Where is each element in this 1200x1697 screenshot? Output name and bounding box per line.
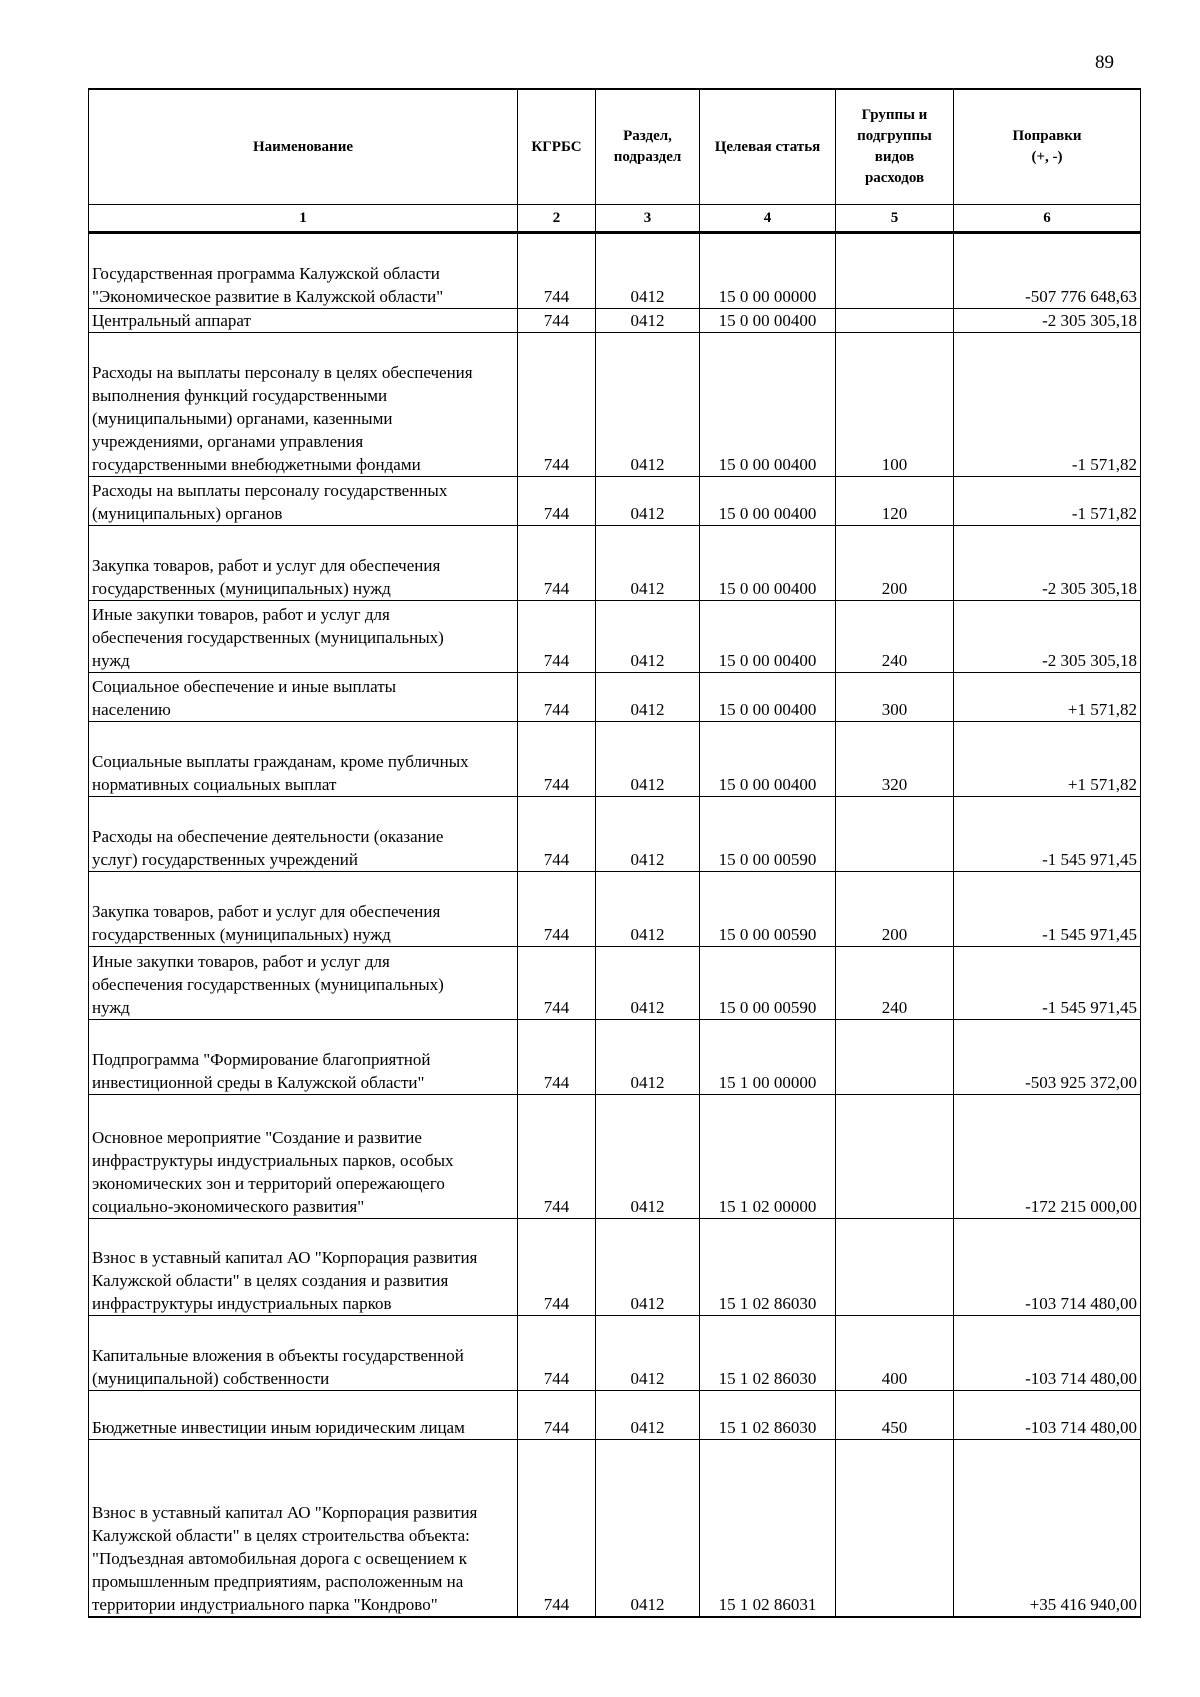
row-razdel: 0412	[596, 333, 700, 477]
row-amount: -2 305 305,18	[954, 309, 1141, 333]
row-amount: -103 714 480,00	[954, 1391, 1141, 1440]
row-vid	[836, 309, 954, 333]
row-name: Взнос в уставный капитал АО "Корпорация развития Калужской области" в целях создания и развития инфраструктуры индустриальных парков	[89, 1219, 518, 1316]
row-vid	[836, 233, 954, 309]
column-number: 3	[596, 205, 700, 233]
row-celevaya: 15 1 02 00000	[700, 1095, 836, 1219]
row-celevaya: 15 1 02 86031	[700, 1440, 836, 1618]
row-vid: 120	[836, 477, 954, 526]
row-vid	[836, 1095, 954, 1219]
row-kgrbs: 744	[518, 872, 596, 947]
row-amount: +35 416 940,00	[954, 1440, 1141, 1618]
table-row	[89, 477, 1141, 526]
row-amount: -503 925 372,00	[954, 1020, 1141, 1095]
row-vid	[836, 797, 954, 872]
row-vid: 300	[836, 673, 954, 722]
row-kgrbs: 744	[518, 601, 596, 673]
row-celevaya: 15 1 02 86030	[700, 1316, 836, 1391]
row-razdel: 0412	[596, 1095, 700, 1219]
row-razdel: 0412	[596, 1316, 700, 1391]
header-razdel: Раздел, подраздел	[596, 89, 700, 205]
column-number-row	[89, 205, 1141, 233]
row-amount: -103 714 480,00	[954, 1219, 1141, 1316]
row-kgrbs: 744	[518, 477, 596, 526]
row-amount: -103 714 480,00	[954, 1316, 1141, 1391]
header-amount: Поправки (+, -)	[954, 89, 1141, 205]
row-razdel: 0412	[596, 601, 700, 673]
row-celevaya: 15 0 00 00400	[700, 673, 836, 722]
row-amount: -1 545 971,45	[954, 947, 1141, 1020]
row-kgrbs: 744	[518, 947, 596, 1020]
table-row	[89, 947, 1141, 1020]
row-kgrbs: 744	[518, 1440, 596, 1618]
row-name: Закупка товаров, работ и услуг для обеспечения государственных (муниципальных) нужд	[89, 526, 518, 601]
table-row	[89, 601, 1141, 673]
table-row	[89, 722, 1141, 797]
row-razdel: 0412	[596, 1020, 700, 1095]
row-name: Бюджетные инвестиции иным юридическим лицам	[89, 1391, 518, 1440]
row-name: Расходы на обеспечение деятельности (оказание услуг) государственных учреждений	[89, 797, 518, 872]
table-row	[89, 233, 1141, 309]
table-row	[89, 1316, 1141, 1391]
row-name: Расходы на выплаты персоналу государственных (муниципальных) органов	[89, 477, 518, 526]
row-vid: 400	[836, 1316, 954, 1391]
row-kgrbs: 744	[518, 233, 596, 309]
header-vid: Группы и подгруппы видов расходов	[836, 89, 954, 205]
row-celevaya: 15 0 00 00400	[700, 526, 836, 601]
row-celevaya: 15 0 00 00400	[700, 722, 836, 797]
header-kgrbs: КГРБС	[518, 89, 596, 205]
row-celevaya: 15 0 00 00400	[700, 333, 836, 477]
row-celevaya: 15 0 00 00400	[700, 309, 836, 333]
column-number: 6	[954, 205, 1141, 233]
row-vid: 240	[836, 601, 954, 673]
row-razdel: 0412	[596, 233, 700, 309]
header-celevaya: Целевая статья	[700, 89, 836, 205]
row-razdel: 0412	[596, 526, 700, 601]
row-vid	[836, 1219, 954, 1316]
row-vid: 240	[836, 947, 954, 1020]
column-number: 4	[700, 205, 836, 233]
row-celevaya: 15 1 02 86030	[700, 1391, 836, 1440]
row-amount: -2 305 305,18	[954, 601, 1141, 673]
row-celevaya: 15 0 00 00400	[700, 601, 836, 673]
row-amount: -507 776 648,63	[954, 233, 1141, 309]
table-row	[89, 1020, 1141, 1095]
row-amount: -1 545 971,45	[954, 797, 1141, 872]
row-razdel: 0412	[596, 947, 700, 1020]
row-celevaya: 15 0 00 00590	[700, 797, 836, 872]
row-vid	[836, 1440, 954, 1618]
row-name: Закупка товаров, работ и услуг для обеспечения государственных (муниципальных) нужд	[89, 872, 518, 947]
header-name: Наименование	[89, 89, 518, 205]
row-name: Социальное обеспечение и иные выплаты населению	[89, 673, 518, 722]
row-amount: -1 571,82	[954, 333, 1141, 477]
row-kgrbs: 744	[518, 1391, 596, 1440]
row-kgrbs: 744	[518, 309, 596, 333]
row-kgrbs: 744	[518, 673, 596, 722]
column-number: 2	[518, 205, 596, 233]
row-celevaya: 15 0 00 00400	[700, 477, 836, 526]
row-kgrbs: 744	[518, 333, 596, 477]
row-razdel: 0412	[596, 1440, 700, 1618]
table-row	[89, 797, 1141, 872]
page-number: 89	[1095, 52, 1114, 73]
row-celevaya: 15 0 00 00590	[700, 947, 836, 1020]
row-razdel: 0412	[596, 477, 700, 526]
row-kgrbs: 744	[518, 797, 596, 872]
row-vid: 200	[836, 872, 954, 947]
row-razdel: 0412	[596, 722, 700, 797]
table-row	[89, 309, 1141, 333]
row-celevaya: 15 0 00 00590	[700, 872, 836, 947]
row-razdel: 0412	[596, 309, 700, 333]
table-row	[89, 673, 1141, 722]
row-amount: -172 215 000,00	[954, 1095, 1141, 1219]
column-number: 1	[89, 205, 518, 233]
row-name: Взнос в уставный капитал АО "Корпорация развития Калужской области" в целях строительства объекта: "Подъездная автомобильная дорога с освещением к промышленным предприятиям, расположенным на территории индустриального парка "Кондрово"	[89, 1440, 518, 1618]
row-vid: 200	[836, 526, 954, 601]
row-celevaya: 15 0 00 00000	[700, 233, 836, 309]
row-name: Центральный аппарат	[89, 309, 518, 333]
table-row	[89, 1391, 1141, 1440]
row-name: Иные закупки товаров, работ и услуг для обеспечения государственных (муниципальных) нужд	[89, 947, 518, 1020]
table-row	[89, 333, 1141, 477]
row-razdel: 0412	[596, 872, 700, 947]
table-row	[89, 526, 1141, 601]
column-number: 5	[836, 205, 954, 233]
row-name: Иные закупки товаров, работ и услуг для обеспечения государственных (муниципальных) нужд	[89, 601, 518, 673]
row-razdel: 0412	[596, 1391, 700, 1440]
row-kgrbs: 744	[518, 1020, 596, 1095]
row-vid	[836, 1020, 954, 1095]
row-name: Социальные выплаты гражданам, кроме публичных нормативных социальных выплат	[89, 722, 518, 797]
row-name: Государственная программа Калужской области "Экономическое развитие в Калужской области"	[89, 233, 518, 309]
table-row	[89, 1219, 1141, 1316]
row-amount: -1 545 971,45	[954, 872, 1141, 947]
budget-table	[88, 88, 1141, 1618]
row-vid: 320	[836, 722, 954, 797]
row-name: Расходы на выплаты персоналу в целях обеспечения выполнения функций государственными (муниципальными) органами, казенными учреждениями, органами управления государственными внебюджетными фондами	[89, 333, 518, 477]
row-kgrbs: 744	[518, 526, 596, 601]
table-row	[89, 1095, 1141, 1219]
row-vid: 450	[836, 1391, 954, 1440]
row-amount: +1 571,82	[954, 722, 1141, 797]
row-name: Капитальные вложения в объекты государственной (муниципальной) собственности	[89, 1316, 518, 1391]
row-amount: -1 571,82	[954, 477, 1141, 526]
table-row	[89, 1440, 1141, 1618]
row-kgrbs: 744	[518, 1219, 596, 1316]
table-row	[89, 872, 1141, 947]
table-header-row	[89, 89, 1141, 205]
row-amount: -2 305 305,18	[954, 526, 1141, 601]
row-razdel: 0412	[596, 1219, 700, 1316]
row-name: Подпрограмма "Формирование благоприятной инвестиционной среды в Калужской области"	[89, 1020, 518, 1095]
row-kgrbs: 744	[518, 722, 596, 797]
row-vid: 100	[836, 333, 954, 477]
row-razdel: 0412	[596, 797, 700, 872]
row-razdel: 0412	[596, 673, 700, 722]
row-celevaya: 15 1 00 00000	[700, 1020, 836, 1095]
row-kgrbs: 744	[518, 1095, 596, 1219]
row-celevaya: 15 1 02 86030	[700, 1219, 836, 1316]
row-name: Основное мероприятие "Создание и развитие инфраструктуры индустриальных парков, особых экономических зон и территорий опережающего социально-экономического развития"	[89, 1095, 518, 1219]
row-amount: +1 571,82	[954, 673, 1141, 722]
row-kgrbs: 744	[518, 1316, 596, 1391]
